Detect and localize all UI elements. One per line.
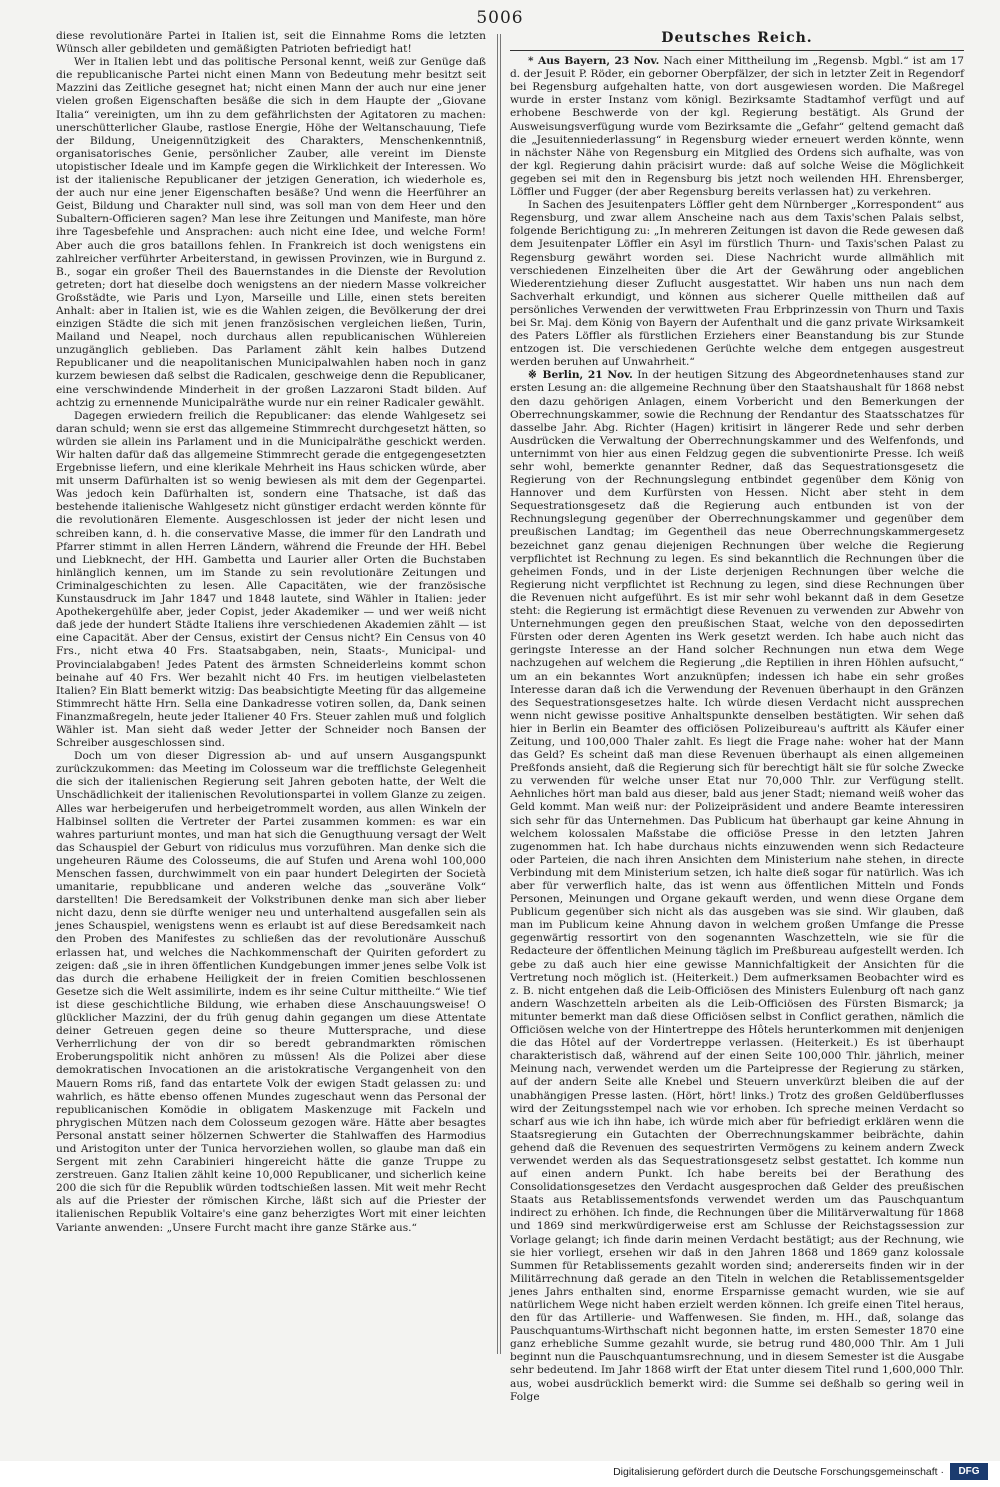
left-paragraph-1: diese revolutionäre Partei in Italien ist, seit die Einnahme Roms die letzten Wünsch aller gebildeten und gemäßigten Patrioten befriedigt hat!: [56, 30, 486, 56]
section-rule: [510, 50, 964, 51]
article-dateline: * Aus Bayern, 23 Nov.: [528, 55, 660, 68]
column-divider: [500, 34, 501, 1354]
left-paragraph-4: Doch um von dieser Digression ab- und auf unsern Ausgangspunkt zurückzukommen: das Meeting im Colosseum war die trefflichste Gelegenheit die sich der italienischen Regierung seit Jahren geboten hatte, der Welt die Unschädlichkeit der italienischen Revolutionspartei in vollem Glanze zu zeigen. Alles war herbeigerufen und herbeigetrommelt worden, aus allen Winkeln der Halbinsel sollten die Vertreter der Partei zusammen kommen: es war ein wahres parturiunt montes, und man hat sich die Genugthuung versagt der Welt das Schauspiel der Geburt von ridiculus mus vorzuführen. Man denke sich die ungeheuren Räume des Colosseums, die auf Stufen und Arena wohl 100,000 Menschen fassen, durchwimmelt von ein paar hundert Delegirten der Società umanitarie, repubblicane und anderen welche das „souveräne Volk“ darstellten! Die Beredsamkeit der Volkstribunen denke man sich aber lieber nicht dazu, denn sie dürfte weniger neu und unterhaltend ausgefallen sein als jenes Schauspiel, wenigstens wenn es erlaubt ist auf diese Beredsamkeit nach den Proben des Manifestes zu schließen das der revolutionäre Ausschuß erlassen hat, und welches die Nachkommenschaft der Quiriten gefordert zu zeigen: daß „sie in ihren öffentlichen Kundgebungen immer jenes selbe Volk ist das durch die erhabene Heiligkeit der in freien Comitien beschlossenen Gesetze sich die Welt assimilirte, indem es ihr seine Cultur mittheilte.“ Wie tief ist diese geschichtliche Bildung, wie erhaben diese Anschauungsweise! O glücklicher Mazzini, der du früh genug dahin gegangen um diese Attentate deiner Getreuen gegen deine so theure Muttersprache, und diese Verherrlichung der von dir so beredt gebrandmarkten römischen Eroberungspolitik nicht anhören zu müssen! Als die Polizei aber diese demokratischen Invocationen an die aristokratische Vergangenheit von den Mauern Roms riß, fand das entartete Volk der ewigen Stadt gelassen zu: und wahrlich, es hätte ebenso offenen Mundes zugeschaut wenn das Personal der republicanischen Komödie in obligatem Maskenzuge mit Fackeln und phrygischen Mützen nach dem Colosseum gezogen wäre. Hätte aber besagtes Personal anstatt seiner hölzernen Schwerter die Stahlwaffen des Harmodius und Aristogiton unter der Tunica hervorziehen wollen, so glaube man daß ein Sergent mit zehn Carabinieri hingereicht hätte die ganze Truppe zu zerstreuen. Ganz Italien zählt keine 10,000 Republicaner, und sicherlich keine 200 die sich für die Republik würden todtschießen lassen. Mit weit mehr Recht als auf die Priester der römischen Kirche, läßt sich auf die Priester der italienischen Republik Voltaire's eine ganz beherzigtes Wort mit einer leichten Variante anwenden: „Unsere Furcht macht ihre ganze Stärke aus.“: [56, 750, 486, 1234]
article-text: In der heutigen Sitzung des Abgeordnetenhauses stand zur ersten Lesung an: die allgemeine Rechnung über den Staatshaushalt für 1868 nebst den dazu gehörigen Anlagen, einem Vorbericht und den Bemerkungen der Oberrechnungskammer, sowie die Rechnung der Rendantur des Staatsschatzes für dasselbe Jahr. Abg. Richter (Hagen) kritisirt in längerer Rede und sehr derben Ausdrücken die Verwaltung der Oberrechnungskammer und des Welfenfonds, und unternimmt von hier aus einen Feldzug gegen die subventionirte Presse. Ich weiß sehr wohl, bemerkte genannter Redner, daß das Sequestrationsgesetz die Regierung von der Rechnungslegung entbindet gegenüber dem König von Hannover und dem Kurfürsten von Hessen. Nicht aber steht in dem Sequestrationsgesetz daß die Regierung auch entbunden ist von der Rechnungslegung gegenüber der Oberrechnungskammer und gegenüber dem preußischen Landtag; im Gegentheil das neue Oberrechnungskammergesetz bezeichnet ganz genau diejenigen Rechnungen über welche die Regierung verpflichtet ist Rechnung zu legen. Es sind bekanntlich die Rechnungen über die geheimen Fonds, und in der Liste derjenigen Rechnungen über welche die Regierung nicht verpflichtet ist Rechnung zu legen, sind diese Rechnungen über die Revenuen nicht aufgeführt. Es ist mir sehr wohl bekannt daß in dem Gesetze steht: die Regierung ist ermächtigt diese Revenuen zu verwenden zur Abwehr von Unternehmungen gegen den preußischen Staat, welche von den depossedirten Fürsten oder deren Agenten ins Werk gesetzt werden. Ich habe auch nicht das geringste Interesse an der Hand solcher Rechnungen nun etwa dem Wege nachzugehen auf welchem die Regierung „die Reptilien in ihren Höhlen aufsucht,“ um an ein bekanntes Wort anzuknüpfen; indessen ich habe ein sehr großes Interesse daran daß ich die Verwendung der Revenuen überhaupt in den Gränzen des Sequestrationsgesetzes halte. Ich würde diesen Verdacht nicht aussprechen wenn nicht gewisse positive Anhaltspunkte denselben bestätigten. Wir sehen daß hier in Berlin ein Beamter des officiösen Polizeibureau's auftritt als Käufer einer Zeitung, und 100,000 Thaler zahlt. Es liegt die Frage nahe: woher hat der Mann das Geld? Es scheint daß man diese Revenuen überhaupt als einen allgemeinen Preßfonds ansieht, daß die Regierung sich für berechtigt hält sie für solche Zwecke zu verwenden für welche unser Etat nur 70,000 Thlr. zur Verfügung stellt. Aehnliches hört man bald aus dieser, bald aus jener Stadt; niemand weiß woher das Geld kommt. Man weiß nur: der Polizeipräsident und andere Beamte interessiren sich sehr für das Unternehmen. Das Publicum hat überhaupt gar keine Ahnung in welchem kolossalen Maßstabe die officiöse Presse in den letzten Jahren zugenommen hat. Ich habe durchaus nichts einzuwenden wenn sich Redacteure oder Parteien, die nach ihren Ansichten dem Ministerium nahe stehen, in directe Verbindung mit dem Ministerium setzen, ich halte dieß sogar für natürlich. Was ich aber für verwerflich halte, das ist wenn aus öffentlichen Mitteln und Fonds Personen, Meinungen und Organe gekauft werden, und wenn diese Organe dem Publicum gegenüber sich nicht als das ausgeben was sie sind. Wir glauben, daß man im Publicum keine Ahnung davon in welchem großen Umfange die Presse gegenwärtig ressortirt von den sogenannten Waschzetteln, wie sie für die Redacteure der öffentlichen Meinung täglich im Preßbureau aufgestellt werden. Ich gebe zu daß auch hier eine gewisse Mannichfaltigkeit der Ansichten für die Vertretung noch möglich ist. (Heiterkeit.) Dem aufmerksamen Beobachter wird es z. B. nicht entgehen daß die Leib-Officiösen des Ministers Eulenburg oft nach ganz andern Waschzetteln arbeiten als die Leib-Officiösen des Fürsten Bismarck; ja mitunter bemerkt man daß diese Officiösen selbst in Conflict gerathen, nämlich die Officiösen welche von der Hintertreppe des Hôtels herunterkommen mit denjenigen die das Hôtel auf der Vordertreppe verlassen. (Heiterkeit.) Es ist überhaupt charakteristisch daß, während auf der einen Seite 100,000 Thlr. jährlich, meiner Meinung nach, verwendet werden um die Parteipresse der Regierung zu stärken, auf der andern Seite alle Knebel und Steuern unverkürzt bleiben die auf der unabhängigen Presse lasten. (Hört, hört! links.) Trotz des großen Geldüberflusses wird der Zeitungsstempel nach wie vor erhoben. Ich spreche meinen Verdacht so scharf aus wie ich ihn habe, ich würde mich aber für befriedigt erklären wenn die Staatsregierung ein Gutachten der Oberrechnungskammer beibrächte, dahin gehend daß die Revenuen des sequestrirten Vermögens zu keinem andern Zweck verwendet werden als das Sequestrationsgesetz selbst gestattet. Ich komme nun auf einen andern Punkt. Ich habe bereits bei der Berathung des Consolidationsgesetzes den Verdacht ausgesprochen daß Gelder des preußischen Staats aus Retablissementsfonds verwendet werden um das Pauschquantum indirect zu erhöhen. Ich finde, die Rechnungen über die Militärverwaltung für 1868 und 1869 sind merkwürdigerweise erst am Schlusse der Reichstagssession zur Vorlage gelangt; ich finde darin meinen Verdacht bestätigt; aus der Rechnung, wie sie hier vorliegt, ersehen wir daß in den Jahren 1868 und 1869 ganz kolossale Summen für Retablissements gezahlt worden sind; andererseits finden wir in der Militärrechnung daß gerade an den Titeln in welchen die Retablissementsgelder jenes Jahrs enthalten sind, enorme Ersparnisse gemacht wurden, wie sie auf natürlichem Wege nicht haben erzielt werden können. Ich greife einen Titel heraus, den für das Artillerie- und Waffenwesen. Sie finden, m. HH., daß, solange das Pauschquantums-Wirthschaft nicht begonnen hatte, im ersten Semester 1870 eine ganz erhebliche Summe gezahlt wurde, sie betrug rund 480,000 Thlr. Am 1 Juli beginnt nun die Pauschquantumsrechnung, und in diesem Semester ist die Ausgabe sehr bedeutend. Im Jahr 1868 wirft der Etat unter diesem Titel rund 1,600,000 Thlr. aus, wobei ausdrücklich bemerkt wird: die Summe sei deßhalb so gering weil in Folge: [510, 369, 964, 1403]
article-text: Nach einer Mittheilung im „Regensb. Mgbl.“ ist am 17 d. der Jesuit P. Röder, ein geborner Oberpfälzer, der sich in letzter Zeit in Regendorf bei Regensburg aufgehalten hatte, von dort ausgewiesen worden. Die Maßregel wurde in erster Instanz vom königl. Bezirksamte Stadtamhof verfügt und auf erhobene Beschwerde von der kgl. Regierung bestätigt. Als Grund der Ausweisungsverfügung wurde vom Bezirksamte die „Gefahr“ geltend gemacht daß die „Jesuitenniederlassung“ in Regensburg wieder erneuert werden könnte, wenn in nächster Nähe von Regensburg ein Mitglied des Ordens sich aufhalte, was von der kgl. Regierung dahin präcisirt wurde: daß auf solche Weise die Möglichkeit gegeben sei mit den in Regensburg bis jetzt noch weilenden HH. Ehrensberger, Löffler und Fugger (der aber Regensburg bereits verlassen hat) zu verkehren.: [510, 55, 964, 199]
right-column: [510, 30, 964, 1403]
left-column: [56, 30, 486, 1355]
article-berlin: [510, 369, 964, 1403]
left-paragraph-2: Wer in Italien lebt und das politische Personal kennt, weiß zur Genüge daß die republicanische Partei nicht einen Mann von Bedeutung mehr besitzt seit Mazzini das Zeitliche gesegnet hat; nicht einen Mann der auch nur eine jener vielen großen Eigenschaften besäße die sich in dem Haupte der „Giovane Italia“ vereinigten, um ihn zu dem gefährlichsten der Agitatoren zu machen: unerschütterlicher Glaube, rastlose Energie, Höhe der Weltanschauung, Tiefe der Bildung, Uneigennützigkeit des Charakters, Menschenkenntniß, organisatorisches Genie, persönlicher Zauber, alle vereint im Dienste utopistischer Ideale und im Kampfe gegen die Wirklichkeit der Interessen. Wo ist der italienische Republicaner der jetzigen Generation, ich wiederhole es, der auch nur eine jener Eigenschaften besäße? Und wenn die Heerführer an Geist, Bildung und Charakter null sind, was soll man von dem Heer und den Subaltern-Officieren sagen? Man lese ihre Zeitungen und Manifeste, man höre ihre Tagesbefehle und Ansprachen: auch nicht eine Idee, und welche Form! Aber auch die gros bataillons fehlen. In Frankreich ist doch wenigstens ein zahlreicher verführter Arbeiterstand, in gewissen Provinzen, wie in Burgund z. B., sogar ein großer Theil des Bauernstandes in die Dienste der Revolution getreten; dort hat dieselbe doch wenigstens an der niedern Masse volkreicher Großstädte, wie Paris und Lyon, Marseille und Lille, einen stets bereiten Anhalt: aber in Italien ist, wie es die Wahlen zeigen, die Bevölkerung der drei einzigen Städte die sich mit jenen französischen vergleichen ließen, Turin, Mailand und Neapel, noch durchaus allen republicanischen Wühlereien unzugänglich geblieben. Das Parlament zählt kein halbes Dutzend Republicaner und die neapolitanischen Municipalwahlen haben noch in ganz kurzem bewiesen daß selbst die Radicalen, geschweige denn die Republicaner, eine verschwindende Minderheit in der großen Lazzaroni Stadt bilden. Auf achtzig zu ernennende Municipalräthe wurde nur ein reiner Radicaler gewählt.: [56, 56, 486, 409]
page-number: 5006: [476, 8, 524, 28]
article-bayern: [510, 55, 964, 199]
column-divider: [497, 34, 498, 1354]
dfg-logo-icon: DFG: [950, 1463, 988, 1480]
funding-credit: Digitalisierung gefördert durch die Deutsche Forschungsgemeinschaft ·: [613, 1466, 944, 1478]
left-paragraph-3: Dagegen erwiedern freilich die Republicaner: das elende Wahlgesetz sei daran schuld; wenn sie erst das allgemeine Stimmrecht durchgesetzt hätten, so würden sie allein ins Parlament und in die Municipalräthe geschickt werden. Wir halten dafür daß das allgemeine Stimmrecht gerade die entgegengesetzten Ergebnisse liefern, und eine klerikale Mehrheit ins Haus schicken würde, aber mit unserm Dafürhalten ist so wenig bewiesen als mit dem der Gegenpartei. Was jedoch kein Dafürhalten ist, sondern eine Thatsache, ist daß das bestehende italienische Wahlgesetz nicht günstiger erdacht werden könnte für die revolutionären Elemente. Ausgeschlossen ist jeder der nicht lesen und schreiben kann, d. h. die conservative Masse, die immer für den Landrath und Pfarrer stimmt in allen Herren Ländern, während die Freunde der HH. Bebel und Liebknecht, der HH. Gambetta und Laurier aller Orten die Buchstaben hinlänglich kennen, um im Stande zu sein revolutionäre Zeitungen und Criminalgeschichten zu lesen. Alle Capacitäten, wie der französische Kunstausdruck im Jahr 1847 und 1848 lautete, sind Wähler in Italien: jeder Apothekergehülfe aber, jeder Copist, jeder Akademiker — und wer weiß nicht daß jede der hundert Städte Italiens ihre verschiedenen Akademien zählt — ist eine Capacität. Aber der Census, existirt der Census nicht? Ein Census von 40 Frs., nicht etwa 40 Frs. Staatsabgaben, nein, Staats-, Municipal- und Provincialabgaben! Jedes Patent des ärmsten Schneiderleins kommt schon beinahe auf 40 Frs. Wer bezahlt nicht 40 Frs. im heutigen vielbelasteten Italien? Ein Blatt bemerkt witzig: Das beabsichtigte Meeting für das allgemeine Stimmrecht hätte Hrn. Sella eine Dankadresse votiren sollen, da, Dank seinen Finanzmaßregeln, heute jeder Italiener 40 Frs. Steuer zahlen muß und folglich Wähler ist. Man sieht daß weder Jetter der Schneider noch Bansen der Schreiber ausgeschlossen sind.: [56, 409, 486, 750]
article-text: In Sachen des Jesuitenpaters Löffler geht dem Nürnberger „Korrespondent“ aus Regensburg, und zwar allem Anscheine nach aus dem Taxis'schen Palais selbst, folgende Berichtigung zu: „In mehreren Zeitungen ist davon die Rede gewesen daß dem Jesuitenpater Löffler ein Asyl im fürstlich Thurn- und Taxis'schen Palast zu Regensburg gewährt worden sei. Diese Nachricht wurde allmählich mit verschiedenen Einzelheiten über die Art der Gewährung oder angeblichen Wiederentziehung dieser Zuflucht ausgestattet. Wir haben uns nun nach dem Sachverhalt erkundigt, und können aus sicherer Quelle mittheilen daß auf persönliches Verwenden der verwittweten Frau Erbprinzessin von Thurn und Taxis bei Sr. Maj. dem König von Bayern der Aufenthalt und die ganz private Wirksamkeit des Paters Löffler als fürstlichen Erziehers einer Beanstandung bis zur Stunde entzogen ist. Die verschiedenen Gerüchte welche dem entgegen ausgestreut werden beruhen auf Unwahrheit.“: [510, 199, 964, 369]
section-title: Deutsches Reich.: [661, 30, 813, 46]
article-dateline: ※ Berlin, 21 Nov.: [528, 369, 633, 382]
article-loeffler: [510, 199, 964, 369]
